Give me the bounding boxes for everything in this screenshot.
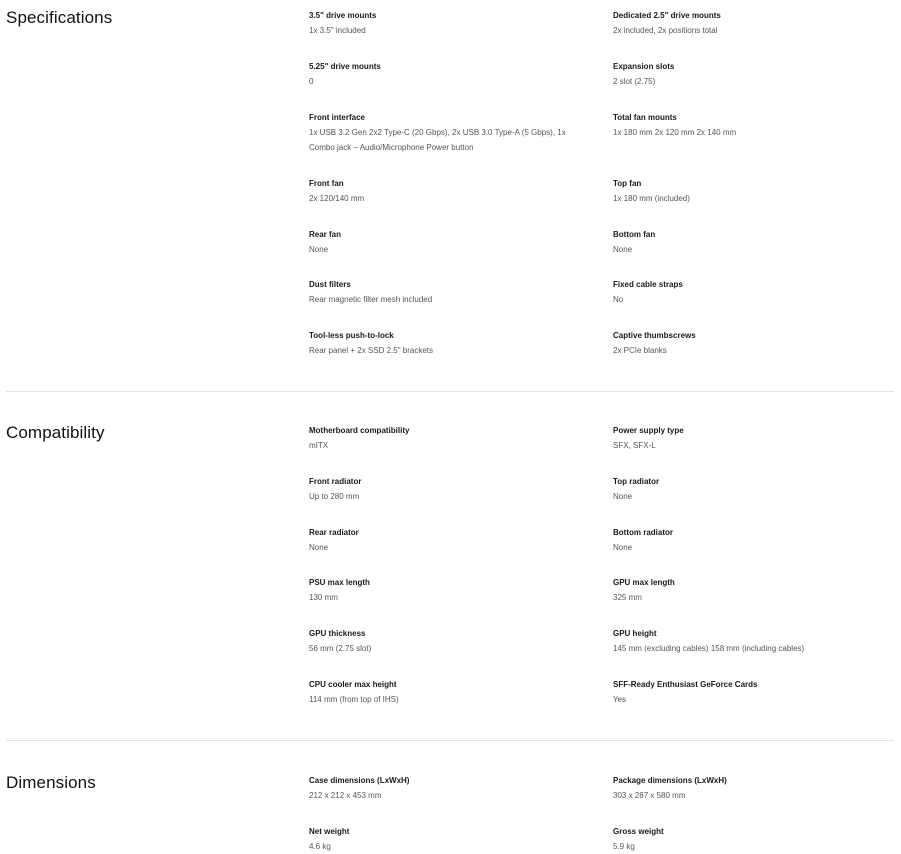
spec-label: GPU max length <box>613 578 675 587</box>
spec-item-fixed-cable-straps <box>613 279 873 307</box>
spec-item-cpu-cooler-max-height <box>309 679 589 707</box>
spec-item-total-fan-mounts <box>613 112 873 140</box>
spec-item-case-dimensions <box>309 775 589 803</box>
spec-item-gpu-thickness <box>309 628 589 656</box>
spec-value: 2x included, 2x positions total <box>613 26 718 35</box>
spec-value: Rear magnetic filter mesh included <box>309 295 433 304</box>
spec-item-gpu-max-length <box>613 577 873 605</box>
spec-label: Net weight <box>309 827 350 836</box>
spec-item-front-fan <box>309 178 589 206</box>
section-divider <box>6 391 894 392</box>
spec-label: Bottom radiator <box>613 528 673 537</box>
spec-label: PSU max length <box>309 578 370 587</box>
spec-value: 325 mm <box>613 593 642 602</box>
section-title-dimensions: Dimensions <box>6 773 96 792</box>
spec-value: None <box>613 492 633 501</box>
spec-label: Bottom fan <box>613 230 656 239</box>
spec-item-top-radiator <box>613 476 873 504</box>
spec-label: Front interface <box>309 113 366 122</box>
spec-label: Fixed cable straps <box>613 280 683 289</box>
spec-label: Power supply type <box>613 426 684 435</box>
spec-item-2-5-drive-mounts <box>613 10 873 38</box>
spec-label: Rear radiator <box>309 528 359 537</box>
spec-item-power-supply-type <box>613 425 873 453</box>
spec-label: Tool-less push-to-lock <box>309 331 394 340</box>
spec-item-front-interface <box>309 112 589 155</box>
spec-item-bottom-radiator <box>613 527 873 555</box>
spec-label: Dedicated 2.5" drive mounts <box>613 11 721 20</box>
spec-value: 1x 180 mm 2x 120 mm 2x 140 mm <box>613 128 737 137</box>
spec-label: Case dimensions (LxWxH) <box>309 776 410 785</box>
spec-label: Gross weight <box>613 827 664 836</box>
spec-label: Front fan <box>309 179 344 188</box>
spec-value: 4.6 kg <box>309 842 331 851</box>
spec-value: Up to 280 mm <box>309 492 360 501</box>
spec-item-bottom-fan <box>613 229 873 257</box>
spec-item-5-25-drive-mounts <box>309 61 589 89</box>
spec-item-top-fan <box>613 178 873 206</box>
spec-label: Captive thumbscrews <box>613 331 696 340</box>
spec-item-net-weight <box>309 826 589 854</box>
spec-label: 3.5" drive mounts <box>309 11 377 20</box>
spec-item-dust-filters <box>309 279 589 307</box>
spec-item-package-dimensions <box>613 775 873 803</box>
spec-value: 2x PCIe blanks <box>613 346 667 355</box>
spec-item-captive-thumbscrews <box>613 330 873 358</box>
spec-value: 1x USB 3.2 Gen 2x2 Type-C (20 Gbps), 2x USB 3.0 Type-A (5 Gbps), 1x Combo jack – Audio/Microphone Power button <box>309 128 566 152</box>
spec-label: Front radiator <box>309 477 362 486</box>
spec-item-gpu-height <box>613 628 873 656</box>
spec-item-rear-fan <box>309 229 589 257</box>
spec-item-gross-weight <box>613 826 873 854</box>
spec-item-motherboard-compatibility <box>309 425 589 453</box>
spec-value: 212 x 212 x 453 mm <box>309 791 382 800</box>
spec-value: 56 mm (2.75 slot) <box>309 644 372 653</box>
spec-label: Top radiator <box>613 477 660 486</box>
spec-label: 5.25" drive mounts <box>309 62 381 71</box>
spec-item-psu-max-length <box>309 577 589 605</box>
spec-item-sff-ready-geforce-cards <box>613 679 873 707</box>
spec-label: Rear fan <box>309 230 342 239</box>
section-title-specifications: Specifications <box>6 8 113 27</box>
spec-label: Total fan mounts <box>613 113 677 122</box>
spec-value: 0 <box>309 77 314 86</box>
spec-value: 130 mm <box>309 593 338 602</box>
spec-value: 114 mm (from top of IHS) <box>309 695 399 704</box>
spec-label: Motherboard compatibility <box>309 426 410 435</box>
spec-value: No <box>613 295 624 304</box>
spec-value: 1x 3.5" included <box>309 26 366 35</box>
spec-item-expansion-slots <box>613 61 873 89</box>
spec-value: SFX, SFX-L <box>613 441 656 450</box>
section-divider <box>6 740 894 741</box>
spec-value: 2 slot (2.75) <box>613 77 656 86</box>
spec-value: 1x 180 mm (included) <box>613 194 690 203</box>
spec-label: GPU height <box>613 629 657 638</box>
spec-value: 303 x 287 x 580 mm <box>613 791 686 800</box>
spec-value: None <box>309 245 329 254</box>
spec-item-rear-radiator <box>309 527 589 555</box>
spec-value: None <box>309 543 329 552</box>
spec-item-tool-less-push-to-lock <box>309 330 589 358</box>
spec-label: CPU cooler max height <box>309 680 397 689</box>
spec-value: Yes <box>613 695 627 704</box>
spec-value: None <box>613 543 633 552</box>
spec-value: 5.9 kg <box>613 842 635 851</box>
spec-item-front-radiator <box>309 476 589 504</box>
spec-value: mITX <box>309 441 329 450</box>
spec-label: Dust filters <box>309 280 351 289</box>
spec-label: SFF-Ready Enthusiast GeForce Cards <box>613 680 758 689</box>
spec-label: Expansion slots <box>613 62 675 71</box>
spec-value: 145 mm (excluding cables) 158 mm (including cables) <box>613 644 805 653</box>
spec-value: 2x 120/140 mm <box>309 194 365 203</box>
spec-value: None <box>613 245 633 254</box>
spec-label: Top fan <box>613 179 642 188</box>
spec-label: Package dimensions (LxWxH) <box>613 776 727 785</box>
spec-label: GPU thickness <box>309 629 366 638</box>
spec-item-3-5-drive-mounts <box>309 10 589 38</box>
section-title-compatibility: Compatibility <box>6 423 105 442</box>
spec-value: Rear panel + 2x SSD 2.5" brackets <box>309 346 434 355</box>
